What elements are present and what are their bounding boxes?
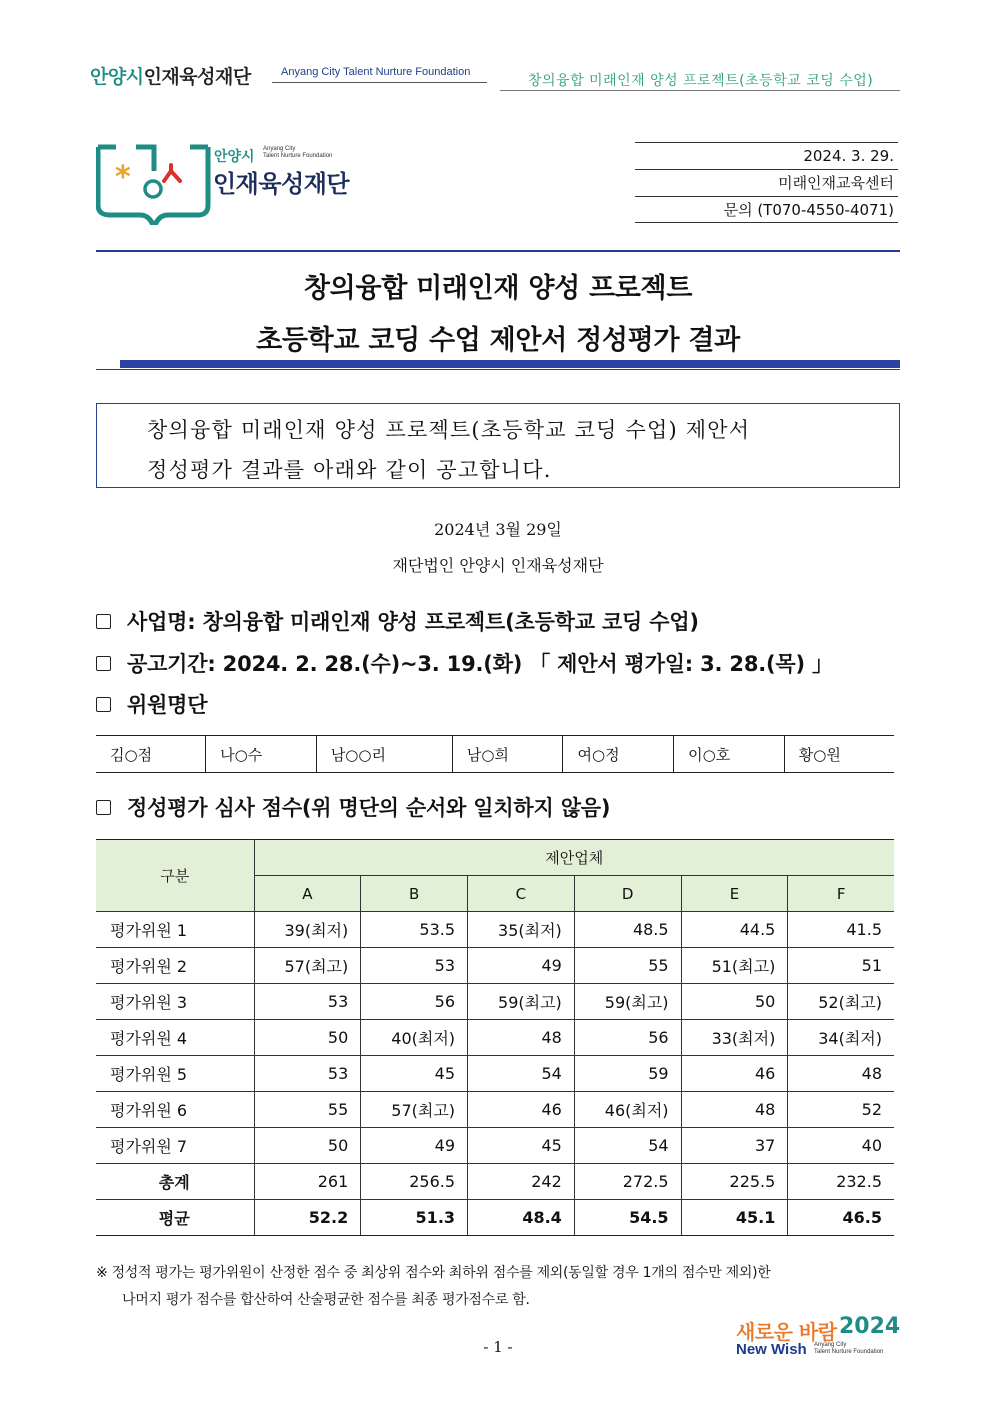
score-cell: 59(최고) (574, 984, 681, 1020)
company-header: F (788, 876, 894, 912)
svg-text:*: * (115, 160, 131, 195)
row-label: 평가위원 1 (96, 912, 254, 948)
score-cell: 59 (574, 1056, 681, 1092)
member-cell: 여○정 (563, 736, 674, 773)
score-cell: 256.5 (361, 1164, 468, 1200)
score-cell: 53 (254, 1056, 361, 1092)
company-header: A (254, 876, 361, 912)
row-label: 평균 (96, 1200, 254, 1236)
score-cell: 45 (468, 1128, 575, 1164)
slogan-foundation-english: Anyang City Talent Nurture Foundation (814, 1342, 884, 1355)
member-cell: 남○○리 (316, 736, 452, 773)
page-number: - 1 - (483, 1338, 513, 1356)
table-row (96, 1056, 894, 1092)
announcement-date: 2024년 3월 29일 (434, 520, 562, 539)
score-cell: 46 (468, 1092, 575, 1128)
bullet-period: 공고기간: 2024. 2. 28.(수)~3. 19.(화) 「 제안서 평가일: 3. 28.(목) 」 (96, 648, 833, 678)
score-cell: 45.1 (681, 1200, 788, 1236)
score-cell: 232.5 (788, 1164, 894, 1200)
score-cell: 59(최고) (468, 984, 575, 1020)
score-cell: 34(최저) (788, 1020, 894, 1056)
score-cell: 39(최저) (254, 912, 361, 948)
row-label: 평가위원 7 (96, 1128, 254, 1164)
bullet-project-name: 사업명: 창의융합 미래인재 양성 프로젝트(초등학교 코딩 수업) (96, 606, 699, 636)
company-header: B (361, 876, 468, 912)
score-cell: 52 (788, 1092, 894, 1128)
score-cell: 55 (574, 948, 681, 984)
score-cell: 52.2 (254, 1200, 361, 1236)
header-logo-foundation: 인재육성재단 (143, 66, 251, 88)
company-header: D (574, 876, 681, 912)
logo-english-name: Anyang City Talent Nurture Foundation (263, 146, 333, 159)
title-accent-bar (120, 360, 900, 368)
score-cell: 48 (681, 1092, 788, 1128)
score-cell: 54.5 (574, 1200, 681, 1236)
score-cell: 37 (681, 1128, 788, 1164)
member-cell: 김○점 (96, 736, 206, 773)
score-cell: 50 (681, 984, 788, 1020)
score-cell: 35(최저) (468, 912, 575, 948)
score-cell: 55 (254, 1092, 361, 1128)
score-cell: 56 (361, 984, 468, 1020)
score-cell: 49 (468, 948, 575, 984)
score-cell: 50 (254, 1128, 361, 1164)
header-logo-city: 안양시 (90, 66, 144, 88)
score-cell: 50 (254, 1020, 361, 1056)
score-cell: 57(최고) (361, 1092, 468, 1128)
row-label: 평가위원 3 (96, 984, 254, 1020)
score-cell: 46 (681, 1056, 788, 1092)
score-cell: 57(최고) (254, 948, 361, 984)
score-cell: 53.5 (361, 912, 468, 948)
row-label: 평가위원 4 (96, 1020, 254, 1056)
row-label: 총계 (96, 1164, 254, 1200)
checkbox-square-icon (96, 697, 111, 712)
row-label: 평가위원 6 (96, 1092, 254, 1128)
score-cell: 51(최고) (681, 948, 788, 984)
header-divider (272, 82, 487, 83)
score-cell: 46(최저) (574, 1092, 681, 1128)
member-cell: 이○호 (674, 736, 785, 773)
score-cell: 40(최저) (361, 1020, 468, 1056)
table-row (96, 984, 894, 1020)
document-date: 2024. 3. 29. (635, 142, 898, 169)
page-title-line2: 초등학교 코딩 수업 제안서 정성평가 결과 (256, 325, 740, 356)
table-corner-header: 구분 (96, 840, 254, 912)
table-row (96, 1092, 894, 1128)
score-cell: 44.5 (681, 912, 788, 948)
table-row (96, 1128, 894, 1164)
score-cell: 52(최고) (788, 984, 894, 1020)
header-project-tag: 창의융합 미래인재 양성 프로젝트(초등학교 코딩 수업) (528, 73, 874, 89)
company-header: C (468, 876, 575, 912)
members-row (96, 736, 894, 773)
score-cell: 48 (468, 1020, 575, 1056)
score-cell: 48 (788, 1056, 894, 1092)
score-cell: 51 (788, 948, 894, 984)
document-contact: 문의 (T070-4550-4071) (635, 196, 898, 223)
score-cell: 242 (468, 1164, 575, 1200)
row-label: 평가위원 5 (96, 1056, 254, 1092)
checkbox-square-icon (96, 800, 111, 815)
score-cell: 261 (254, 1164, 361, 1200)
score-cell: 49 (361, 1128, 468, 1164)
average-row (96, 1200, 894, 1236)
score-cell: 56 (574, 1020, 681, 1056)
score-cell: 51.3 (361, 1200, 468, 1236)
score-cell: 225.5 (681, 1164, 788, 1200)
score-cell: 272.5 (574, 1164, 681, 1200)
member-cell: 남○희 (452, 736, 563, 773)
slogan-year: 2024 (839, 1314, 901, 1339)
announcement-organization: 재단법인 안양시 인재육성재단 (392, 556, 604, 575)
table-row (96, 948, 894, 984)
row-label: 평가위원 2 (96, 948, 254, 984)
score-cell: 45 (361, 1056, 468, 1092)
checkbox-square-icon (96, 656, 111, 671)
document-department: 미래인재교육센터 (635, 169, 898, 196)
logo-city-name: 안양시 (214, 149, 255, 165)
header-logo-text (90, 62, 251, 89)
table-row (96, 1020, 894, 1056)
company-group-header: 제안업체 (254, 840, 894, 876)
bullet-scores: 정성평가 심사 점수(위 명단의 순서와 일치하지 않음) (96, 792, 610, 822)
notice-line1: 창의융합 미래인재 양성 프로젝트(초등학교 코딩 수업) 제안서 (147, 418, 751, 442)
footnote-line1: ※ 정성적 평가는 평가위원이 산정한 점수 중 최상위 점수와 최하위 점수를 제외(동일할 경우 1개의 점수만 제외)한 (96, 1265, 771, 1281)
title-bottom-rule (96, 369, 900, 370)
footnote-line2: 나머지 평가 점수를 합산하여 산술평균한 점수를 최종 평가점수로 함. (122, 1292, 530, 1308)
member-cell: 황○원 (784, 736, 894, 773)
company-header: E (681, 876, 788, 912)
score-cell: 41.5 (788, 912, 894, 948)
header-logo-english: Anyang City Talent Nurture Foundation (281, 66, 471, 78)
score-cell: 53 (254, 984, 361, 1020)
bullet-members: 위원명단 (96, 689, 207, 719)
checkbox-square-icon (96, 614, 111, 629)
table-row (96, 912, 894, 948)
score-cell: 40 (788, 1128, 894, 1164)
header-tag-underline (500, 90, 900, 91)
members-table (96, 735, 894, 773)
score-cell: 48.5 (574, 912, 681, 948)
scores-table (96, 839, 894, 1236)
member-cell: 나○수 (206, 736, 317, 773)
slogan-english: New Wish (736, 1341, 807, 1358)
document-info-box (635, 142, 898, 223)
notice-line2: 정성평가 결과를 아래와 같이 공고합니다. (147, 458, 552, 482)
total-row (96, 1164, 894, 1200)
logo-foundation-name: 인재육성재단 (213, 170, 350, 198)
page-title-line1: 창의융합 미래인재 양성 프로젝트 (303, 273, 693, 304)
score-cell: 33(최저) (681, 1020, 788, 1056)
score-cell: 54 (468, 1056, 575, 1092)
score-cell: 48.4 (468, 1200, 575, 1236)
score-cell: 54 (574, 1128, 681, 1164)
score-cell: 46.5 (788, 1200, 894, 1236)
score-cell: 53 (361, 948, 468, 984)
slogan-korean: 새로운 바람 (736, 1320, 837, 1344)
title-top-rule (96, 250, 900, 252)
notice-box (96, 403, 900, 488)
